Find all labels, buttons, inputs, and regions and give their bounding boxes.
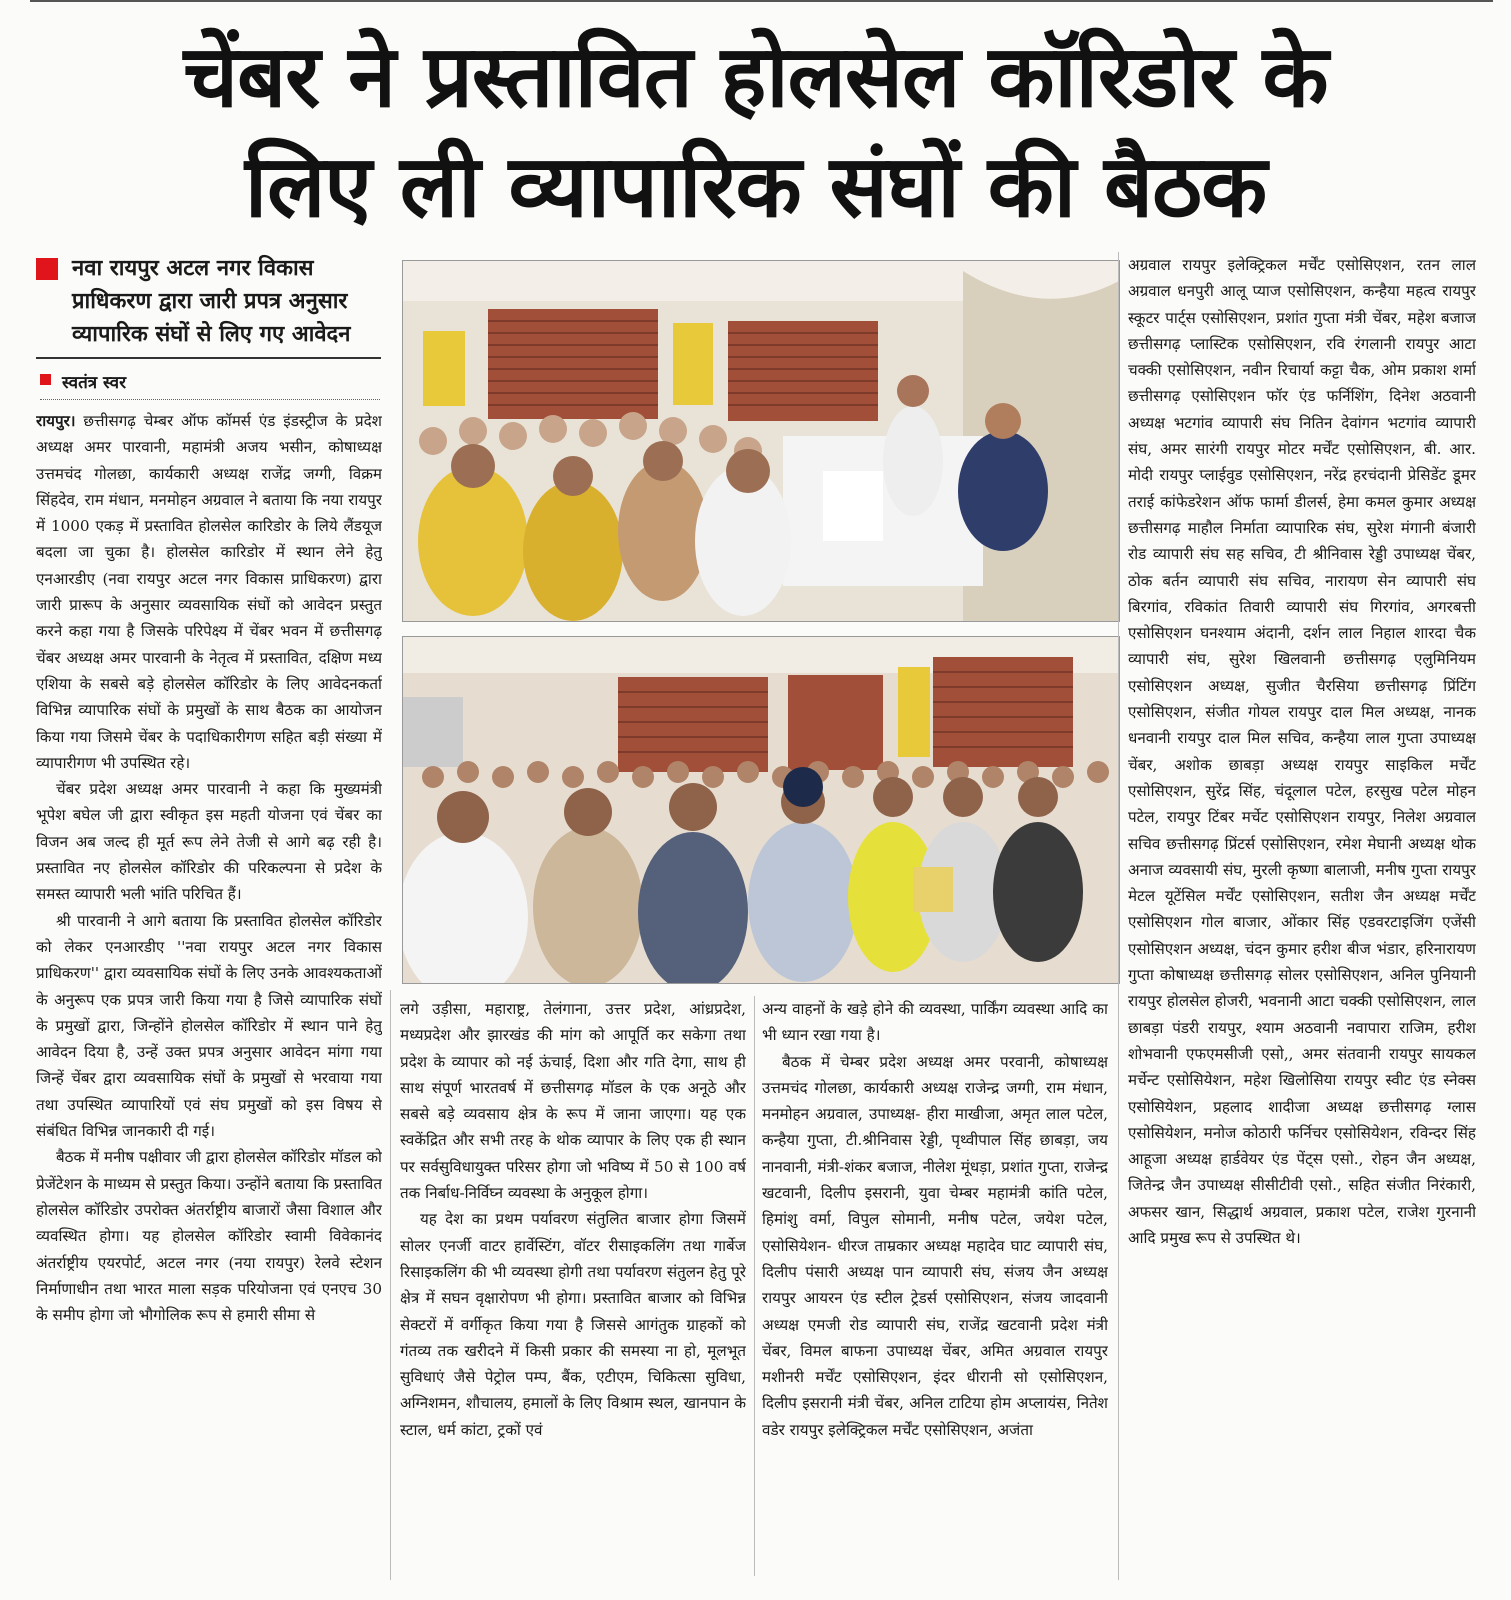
article-paragraph: अन्य वाहनों के खड़े होने की व्यवस्था, पार्किंग व्यवस्था आदि का भी ध्यान रखा गया है। [762,1000,1108,1045]
red-square-bullet-icon [36,258,58,280]
small-red-square-icon [40,374,51,385]
article-paragraph: यह देश का प्रथम पर्यावरण संतुलित बाजार होगा जिसमें सोलर एनर्जी वाटर हार्वेस्टिंग, वॉटर रीसाइकलिंग तथा गार्बेज रिसाइकलिंग की भी व्यवस्था होगी तथा पर्यावरण संतुलन हेतु पूरे क्षेत्र में सघन वृक्षारोपण भी होगा। प्रस्तावित बाजार को विभिन्न सेक्टरों में वर्गीकृत किया गया है जिससे आगंतुक ग्राहकों को गंतव्य तक खरीदने में किसी प्रकार की समस्या ना हो, मूलभूत सुविधाएं जैसे पेट्रोल पम्प, बैंक, एटीएम, चिकित्सा सुविधा, अग्निशमन, शौचालय, हमालों के लिए विश्राम स्थल, खानपान के स्टाल, धर्म कांटा, ट्रकों एवं [400,1210,746,1439]
article-column-3 [762,996,1108,1576]
meeting-photo-top [402,260,1120,622]
article-paragraph: बैठक में चेम्बर प्रदेश अध्यक्ष अमर परवानी, कोषाध्यक्ष उत्तमचंद गोलछा, कार्यकारी अध्यक्ष राजेन्द्र जग्गी, राम मंधान, मनमोहन अग्रवाल, उपाध्यक्ष- हीरा माखीजा, अमृत लाल पटेल, कन्हैया गुप्ता, टी.श्रीनिवास रेड्डी, पृथ्वीपाल सिंह छाबड़ा, जय नानवानी, मंत्री-शंकर बजाज, नीलेश मूंधड़ा, प्रशांत गुप्ता, राजेन्द्र खटवानी, दिलीप इसरानी, युवा चेम्बर महामंत्री कांति पटेल, हिमांशु वर्मा, विपुल सोमानी, मनीष पटेल, जयेश पटेल, एसोसियेशन- धीरज ताम्रकार अध्यक्ष महादेव घाट व्यापारी संघ, दिलीप पंसारी अध्यक्ष पान व्यापारी संघ, संजय जैन अध्यक्ष रायपुर आयरन एंड स्टील ट्रेडर्स एसोसिएशन, संजय जादवानी अध्यक्ष एमजी रोड व्यापारी संघ, राजेंद्र खटवानी प्रदेश मंत्री चेंबर, विमल बाफना उपाध्यक्ष चेंबर, अमित अग्रवाल रायपुर मशीनरी मर्चेंट एसोसिएशन, इंदर धीरानी सो एसोसिएशन, दिलीप इसरानी मंत्री चेंबर, अनिल टाटिया होम अप्लायंस, नितेश वडेर रायपुर इलेक्ट्रिकल मर्चेंट एसोसिएशन, अजंता [762,1052,1108,1439]
article-paragraph: बैठक में मनीष पक्षीवार जी द्वारा होलसेल कॉरिडोर मॉडल को प्रेजेंटेशन के माध्यम से प्रस्तुत किया। उन्होंने बताया कि प्रस्तावित होलसेल कॉरिडोर उपरोक्त अंतर्राष्ट्रीय बाजारों जैसा विशाल और व्यवस्थित होगा। यह होलसेल कॉरिडोर स्वामी विवेकानंद अंतर्राष्ट्रीय एयरपोर्ट, अटल नगर (नया रायपुर) रेलवे स्टेशन निर्माणाधीन तथा भारत माला सड़क परियोजना एवं एनएच 30 के समीप होगा जो भौगोलिक रूप से हमारी सीमा से [36,1148,382,1325]
paragraph-text: छत्तीसगढ़ चेम्बर ऑफ कॉमर्स एंड इंडस्ट्रीज के प्रदेश अध्यक्ष अमर पारवानी, महामंत्री अजय भसीन, कोषाध्यक्ष उत्तमचंद गोलछा, कार्यकारी अध्यक्ष राजेंद्र जग्गी, विक्रम सिंहदेव, राम मंधान, मनमोहन अग्रवाल ने बताया कि नया रायपुर में 1000 एकड़ में प्रस्तावित होलसेल कारिडोर के लिये लैंडयूज बदला जा चुका है। होलसेल कारिडोर में स्थान लेने हेतु एनआरडीए (नवा रायपुर अटल नगर विकास प्राधिकरण) द्वारा जारी प्रारूप के अनुसार व्यवसायिक संघों को आवेदन प्रस्तुत करने कहा गया है जिसके परिपेक्ष्य में चेंबर भवन में छत्तीसगढ़ चेंबर अध्यक्ष अमर पारवानी के नेतृत्व में प्रस्तावित, दक्षिण मध्य एशिया के सबसे बड़े होलसेल कॉरिडोर के लिए आवेदनकर्ता विभिन्न व्यापारिक संघों के प्रमुखों के साथ बैठक का आयोजन किया गया जिसमे चेंबर के पदाधिकारीगण सहित बड़ी संख्या में व्यापारीगण भी उपस्थित रहे। [36,412,382,772]
subheadline-text: नवा रायपुर अटल नगर विकास प्राधिकरण द्वारा जारी प्रपत्र अनुसार व्यापारिक संघों से लिए गए आवेदन [72,256,351,347]
article-paragraph: लगे उड़ीसा, महाराष्ट्र, तेलंगाना, उत्तर प्रदेश, आंध्रप्रदेश, मध्यप्रदेश और झारखंड की मांग को आपूर्ति कर सकेगा तथा प्रदेश के व्यापार को नई ऊंचाई, दिशा और गति देगा, साथ ही साथ संपूर्ण भारतवर्ष में छत्तीसगढ़ मॉडल के एक अनूठे और सबसे बड़े व्यवसाय क्षेत्र के रूप में जाना जाएगा। यह एक स्वकेंद्रित और सभी तरह के थोक व्यापार के लिए एक ही स्थान पर सर्वसुविधायुक्त परिसर होगा जो भविष्य में 50 से 100 वर्ष तक निर्बाध-निर्विघ्न व्यवस्था के अनुकूल होगा। [400,1000,746,1203]
article-paragraph: चेंबर प्रदेश अध्यक्ष अमर पारवानी ने कहा कि मुख्यमंत्री भूपेश बघेल जी द्वारा स्वीकृत इस महती योजना एवं चेंबर का विजन अब जल्द ही मूर्त रूप लेने तेजी से आगे बढ़ रही है। प्रस्तावित नए होलसेल कॉरिडोर की परिकल्पना से प्रदेश के समस्त व्यापारी भली भांति परिचित हैं। [36,780,382,904]
column-divider [390,990,391,1580]
article-column-4 [1128,252,1476,1582]
meeting-photo-bottom [402,636,1120,984]
subheadline [36,252,381,359]
article-paragraph [36,408,382,776]
dateline: रायपुर। [36,412,76,430]
top-rule [30,0,1493,2]
column-divider [754,996,755,1576]
article-paragraph: अग्रवाल रायपुर इलेक्ट्रिकल मर्चेंट एसोसिएशन, रतन लाल अग्रवाल धनपुरी आलू प्याज एसोसिएशन, कन्हैया महत्व रायपुर स्कूटर पार्ट्स एसोसिएशन, प्रशांत गुप्ता मंत्री चेंबर, महेश बजाज छत्तीसगढ़ प्लास्टिक एसोसिएशन, रवि रंगलानी रायपुर आटा चक्की एसोसिएशन, नवीन रिचार्या कट्टा चैक, ओम प्रकाश शर्मा छत्तीसगढ़ एसोसिएशन फॉर एंड फर्निशिंग, दिनेश अठवानी अध्यक्ष भटगांव व्यापारी संघ नितिन देवांगन भटगांव व्यापारी संघ, अमर सारंगी रायपुर मोटर मर्चेंट एसोसिएशन, बी. आर. मोदी रायपुर प्लाईवुड एसोसिएशन, नरेंद्र हरचंदानी प्रेसिडेंट डूमर तराई कांफेडरेशन ऑफ फार्मा डीलर्स, हेमा कमल कुमार अध्यक्ष छत्तीसगढ़ माहौल निर्माता व्यापारिक संघ, सुरेश मंगानी बंजारी रोड व्यापारी संघ सह सचिव, टी श्रीनिवास रेड्डी उपाध्यक्ष चेंबर, ठोक बर्तन व्यापारी संघ सचिव, नारायण सेन व्यापारी संघ बिरगांव, रविकांत तिवारी व्यापारी संघ गिरगांव, अगरबत्ती एसोसिएशन घनश्याम अंदानी, दर्शन लाल निहाल शारदा चैक व्यापारी संघ, सुरेश खिलवानी छत्तीसगढ़ एलुमिनियम एसोसिएशन अध्यक्ष, सुजीत चैरसिया छत्तीसगढ़ प्रिंटिंग एसोसिएशन, संजीत गोयल रायपुर दाल मिल अध्यक्ष, नानक धनवानी रायपुर दाल मिल सचिव, कन्हैया लाल गुप्ता उपाध्यक्ष चेंबर, अशोक छाबड़ा अध्यक्ष रायपुर साइकिल मर्चेंट एसोसिएशन, सुरेंद्र सिंह, चंदूलाल पटेल, हरसुख पटेल मोहन पटेल, रायपुर टिंबर मर्चेट एसोसिएशन रायपुर, निलेश अग्रवाल सचिव छत्तीसगढ़ प्रिंटर्स एसोसिएशन, रमेश मेघानी अध्यक्ष थोक अनाज व्यवसायी संघ, मुरली कृष्णा बालाजी, मनीष गुप्ता रायपुर मेटल यूटेंसिल मर्चेंट एसोसिएशन, सतीश जैन अध्यक्ष मर्चेंट एसोसिएशन गोल बाजार, ओंकार सिंह एडवरटाइजिंग एजेंसी एसोसिएशन अध्यक्ष, चंदन कुमार हरीश बीज भंडार, हरिनारायण गुप्ता कोषाध्यक्ष छत्तीसगढ़ सोलर एसोसिएशन, अनिल पुनियानी रायपुर होलसेल होजरी, भवनानी आटा चक्की एसोसिएशन, लाल छाबड़ा पंडरी रायपुर, श्याम अठवानी नवापारा राजिम, हरीश शोभवानी एफएमसीजी एसो,, अमर संतवानी रायपुर सायकल मर्चेन्ट एसोसियेशन, महेश खिलोसिया रायपुर स्वीट एंड स्नेक्स एसोसियेशन, प्रहलाद शादीजा अध्यक्ष छत्तीसगढ़ ग्लास एसोसियेशन, मनोज कोठारी फर्निचर एसोसियेशन, रविन्दर सिंह आहूजा अध्यक्ष हार्डवेयर एंड पेंट्स एसो., रोहन जैन अध्यक्ष, जितेन्द्र जैन उपाध्यक्ष सीसीटीवी एसो., सहित संजीत निरंकारी, अफसर खान, सिद्धार्थ अग्रवाल, प्रकाश पटेल, राजेश गुरनानी आदि प्रमुख रूप से उपस्थित थे। [1128,256,1476,1247]
headline [20,22,1491,242]
byline [40,370,380,400]
column-divider [1118,252,1119,1580]
byline-text: स्वतंत्र स्वर [62,373,127,393]
article-column-2 [400,996,746,1576]
headline-line-2: लिए ली व्यापारिक संघों की बैठक [244,137,1267,237]
headline-line-1: चेंबर ने प्रस्तावित होलसेल कॉरिडोर के [183,27,1328,127]
article-column-1 [36,408,382,1576]
article-paragraph: श्री पारवानी ने आगे बताया कि प्रस्तावित होलसेल कॉरिडोर को लेकर एनआरडीए ''नवा रायपुर अटल नगर विकास प्राधिकरण'' द्वारा व्यवसायिक संघों के लिए उनके आवश्यकताओं के अनुरूप एक प्रपत्र जारी किया गया है जिसे व्यापारिक संघों के प्रमुखों द्वारा, जिन्होंने होलसेल कॉरिडोर में स्थान पाने हेतु आवेदन दिया है, उन्हें उक्त प्रपत्र अनुसार आवेदन मांगा गया जिन्हें चेंबर द्वारा व्यवसायिक संघों के प्रमुखों से भरवाया गया तथा उपस्थित व्यापारियों एवं संघ प्रमुखों को इस विषय से संबंधित विभिन्न जानकारी दी गई। [36,911,382,1141]
